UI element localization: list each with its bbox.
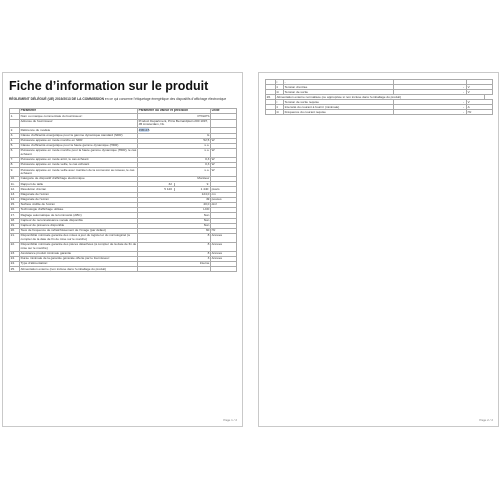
table-row [9, 218, 237, 223]
row-value: - [393, 90, 466, 94]
row-number: 15. [9, 203, 19, 207]
row-parameter: Surface visible de l’écran [19, 203, 137, 207]
row-unit: pouces [210, 198, 237, 202]
row-number [265, 90, 275, 94]
row-number: 26. [265, 95, 275, 99]
table-row [265, 109, 493, 115]
row-unit: dm² [210, 203, 237, 207]
row-unit [210, 144, 237, 148]
row-number [265, 85, 275, 89]
row-value: s.o. [204, 143, 210, 148]
row-parameter: Tension de sortie [283, 90, 393, 94]
row-number: 8. [9, 163, 19, 167]
table-row [265, 79, 493, 84]
table-row [9, 233, 237, 242]
row-unit: W [210, 168, 237, 176]
row-parameter: Puissance appelée en mode veille avec maintien de la connexion au réseau, le cas échéant [19, 168, 137, 176]
row-number: 7. [9, 158, 19, 162]
row-value-2: 9 [174, 183, 209, 187]
row-unit: W [210, 163, 237, 167]
row-unit: cm [210, 193, 237, 197]
row-unit: Hz [466, 110, 493, 114]
row-parameter: Nom ou marque commerciale du fournisseur: [19, 114, 137, 118]
row-number [265, 80, 275, 84]
row-value: - [393, 85, 466, 89]
row-unit: V [466, 90, 493, 94]
row-unit: Années [210, 234, 237, 242]
row-value: PHILIPS [197, 114, 210, 118]
table-row [9, 251, 237, 256]
row-subnumber: iii [275, 90, 283, 94]
row-value: 52,5 [203, 138, 210, 143]
table-row [9, 119, 237, 128]
row-value-cell [137, 139, 210, 143]
row-value: 8 [207, 242, 210, 247]
row-unit [210, 177, 237, 181]
page-title: Fiche d’information sur le produit [9, 79, 209, 93]
row-value [139, 268, 210, 272]
row-parameter: Alimentation externe (non incluse dans l’emballage du produit) [19, 267, 137, 271]
table-row [9, 186, 237, 191]
row-parameter: Référence du modèle [19, 128, 137, 132]
page-number: Page 1 / 2 [223, 418, 237, 422]
table-row [9, 228, 237, 233]
row-number: 12. [9, 187, 19, 191]
row-number [9, 120, 19, 128]
row-value: Interne [199, 262, 210, 266]
row-value: - [393, 105, 466, 109]
table-row [9, 148, 237, 157]
row-parameter: Diagonale de l’écran [19, 193, 137, 197]
row-value-cell [137, 193, 210, 197]
row-number: 5. [9, 144, 19, 148]
row-subnumber: iii [275, 110, 283, 114]
table-row [9, 167, 237, 176]
row-unit: W [210, 158, 237, 162]
row-value-cell [137, 213, 210, 217]
row-number: 24. [9, 257, 19, 261]
row-value-cell [137, 229, 210, 233]
row-unit: Années [210, 243, 237, 251]
row-parameter: Durée minimale de la garantie générale offerte par le fournisseur: [19, 257, 137, 261]
row-parameter: - [283, 80, 393, 84]
row-value: 40,0 [203, 202, 210, 207]
row-parameter: Puissance appelée en mode arrêt, le cas échéant [19, 158, 137, 162]
table-row [9, 176, 237, 181]
row-unit: A [466, 105, 493, 109]
row-value: Non [203, 218, 210, 222]
row-parameter: Taux de fréquence de rafraîchissement de l’image (par défaut) [19, 229, 137, 233]
row-value-cell [137, 187, 210, 191]
regulation-rest: en ce qui concerne l’étiquetage énergétique des dispositifs d’affichage électronique [103, 97, 227, 101]
row-value-1: 32 [168, 182, 172, 186]
row-unit [210, 224, 237, 228]
row-unit: W [210, 149, 237, 157]
product-info-table-continued [265, 79, 493, 115]
row-unit [210, 267, 237, 271]
regulation-bold: RÈGLEMENT DÉLÉGUÉ (UE) 2019/2013 DE LA COMMISSION [9, 97, 104, 101]
row-value: s.o. [204, 149, 210, 153]
row-parameter: Capteur de reconnaissance vocale disponible [19, 219, 137, 223]
row-number: 9. [9, 168, 19, 176]
regulation-text [9, 97, 237, 101]
row-value: 8 [207, 234, 210, 238]
row-number: 6. [9, 149, 19, 157]
row-value-cell [137, 234, 210, 242]
row-number [265, 110, 275, 114]
table-row [9, 138, 237, 143]
row-parameter: Capteur de présence disponible [19, 224, 137, 228]
row-value: - [393, 100, 466, 104]
row-value-cell [137, 219, 210, 223]
row-value-cell [137, 120, 210, 128]
table-row [9, 181, 237, 186]
table-row [9, 143, 237, 148]
page-number: Page 2 / 2 [479, 418, 493, 422]
row-value-2: 1 440 [174, 188, 209, 192]
row-parameter: Assistance produit minimale garantie [19, 252, 137, 256]
row-unit [210, 208, 237, 212]
table-row [265, 99, 493, 104]
row-parameter: Adresse du fournisseur: [19, 120, 137, 128]
model-reference-highlight: 45B1F5 [138, 128, 150, 132]
row-value-cell [137, 203, 210, 207]
table-row [265, 84, 493, 89]
row-unit [210, 262, 237, 266]
row-parameter: Puissance appelée en mode marche en SDR [19, 139, 137, 143]
table-row [9, 261, 237, 266]
row-parameter: Type d’alimentation: [19, 262, 137, 266]
row-value: - [393, 110, 466, 114]
row-value-cell [137, 144, 210, 148]
row-parameter: Disponibilité minimale garantie des mises à jour du logiciel et du micrologiciel (à compter de la date de fin de mise sur le marché) [19, 234, 137, 242]
table-row [265, 94, 493, 99]
row-unit: Hz [210, 229, 237, 233]
row-number: 19. [9, 224, 19, 228]
table-row [9, 207, 237, 212]
row-number: 2. [9, 128, 19, 132]
row-value-cell [137, 243, 210, 251]
row-parameter: Diagonale de l’écran [19, 198, 137, 202]
row-unit: Années [210, 252, 237, 256]
row-value: Non [203, 213, 210, 217]
row-value-cell [137, 158, 210, 162]
row-value-cell [137, 182, 210, 186]
row-number: 21. [9, 234, 19, 242]
row-value: 124,0 [201, 192, 210, 196]
table-row [9, 212, 237, 217]
row-number: 3. [9, 134, 19, 138]
row-parameter: Fréquence du courant requise [283, 110, 393, 114]
row-value: Product Department, Prins Bernardplein 200 1097, JB Amsterdam, NL [138, 119, 209, 127]
row-parameter: Alimentation externe normalisée (ou appropriée si non incluse dans l’emballage du produit) [275, 95, 485, 99]
row-value [139, 129, 210, 133]
table-row [9, 127, 237, 132]
row-value: 3 [207, 256, 210, 261]
row-parameter: Rapport de taille [19, 182, 137, 186]
product-info-table [9, 108, 237, 272]
row-unit [210, 134, 237, 138]
row-parameter: Disponibilité minimale garantie des pièces détachées (à compter de la date de fin de mise sur le marché) [20, 242, 137, 250]
row-value-cell [137, 257, 210, 261]
row-value-cell [137, 267, 210, 271]
row-number: 11. [9, 182, 19, 186]
row-number: 4. [9, 139, 19, 143]
row-number: 13. [9, 193, 19, 197]
row-subnumber: i [275, 100, 283, 104]
row-number: 1. [9, 114, 19, 118]
row-parameter: Classe d’efficacité énergétique pour la gamme dynamique standard (SDR) [19, 134, 137, 138]
table-row [265, 89, 493, 94]
row-number: 25. [9, 267, 19, 271]
row-unit: W [210, 139, 237, 143]
row-value: 60 [205, 228, 210, 233]
row-parameter: Catégorie de dispositif d’affichage électronique [19, 177, 137, 181]
row-value-1: 5 120 [164, 187, 172, 191]
row-value-cell [137, 208, 210, 212]
row-unit: Années [210, 257, 237, 261]
row-unit [210, 182, 237, 186]
table-row [9, 162, 237, 167]
row-parameter: Tension de sortie requise [283, 100, 393, 104]
row-value: 0,3 [205, 157, 210, 162]
row-parameter: Classe d’efficacité énergétique pour la haute gamme dynamique (HDR) [19, 144, 137, 148]
table-row [9, 133, 237, 138]
row-unit: V [466, 85, 493, 89]
table-header-row [9, 108, 237, 113]
table-row [9, 192, 237, 197]
row-number: 10. [9, 177, 19, 181]
header-value: Paramètre ou valeur et précision [138, 109, 189, 113]
row-number: 23. [9, 252, 19, 256]
row-parameter: Intensité du courant à fournir (minimale) [283, 105, 393, 109]
table-row [9, 242, 237, 251]
table-row [265, 104, 493, 109]
row-unit [210, 219, 237, 223]
row-value: LCD [203, 208, 210, 212]
row-unit [466, 80, 493, 84]
row-parameter: Résolution d’écran [19, 187, 137, 191]
row-number: 17. [9, 213, 19, 217]
row-value-cell [137, 252, 210, 256]
header-parameter: Paramètre [19, 109, 137, 113]
row-value-cell [137, 149, 210, 157]
row-value-cell [137, 163, 210, 167]
row-value: Non [203, 223, 210, 228]
row-value-cell [137, 168, 210, 176]
row-value [393, 80, 466, 84]
table-row [9, 197, 237, 202]
table-row [9, 256, 237, 261]
table-row [9, 223, 237, 228]
row-value: Moniteur [197, 177, 210, 181]
row-parameter: Tension d’entrée [283, 85, 393, 89]
page-1 [2, 72, 243, 427]
row-value-cell [137, 198, 210, 202]
row-value: 8 [207, 251, 210, 255]
row-unit [210, 128, 237, 132]
row-parameter: Puissance appelée en mode marche pour la haute gamme dynamique (HDR), le cas échéant [20, 149, 137, 156]
row-unit: V [466, 100, 493, 104]
row-number: 24. [9, 262, 19, 266]
row-unit [210, 213, 237, 217]
header-unit: Unité [210, 109, 237, 113]
row-number: 14. [9, 198, 19, 202]
row-value-cell [137, 114, 210, 118]
row-number [265, 100, 275, 104]
row-number: 22. [9, 243, 19, 251]
row-subnumber: ii [275, 105, 283, 109]
table-row [9, 266, 237, 272]
row-value: 0,3 [205, 163, 210, 167]
row-number: 20. [9, 229, 19, 233]
row-number: 16. [9, 208, 19, 212]
page-2 [258, 72, 499, 427]
table-row [9, 157, 237, 162]
row-value-cell [137, 128, 210, 132]
row-parameter: Puissance appelée en mode veille, le cas échéant [19, 163, 137, 167]
row-parameter: Technologie d’affichage utilisée [19, 208, 137, 212]
row-subnumber: i [275, 80, 283, 84]
row-value-cell [137, 134, 210, 138]
row-subnumber: ii [275, 85, 283, 89]
row-unit [210, 114, 237, 118]
table-row [9, 202, 237, 207]
row-value-cell [137, 224, 210, 228]
row-value-cell [137, 177, 210, 181]
row-value: G [206, 133, 210, 137]
row-parameter: Réglage automatique de la luminosité (ABC) [19, 213, 137, 217]
row-number [265, 105, 275, 109]
row-number: 18. [9, 219, 19, 223]
row-value: s.o. [204, 168, 210, 172]
row-unit: pixels [210, 187, 237, 191]
row-value-cell [137, 262, 210, 266]
row-unit [210, 120, 237, 128]
table-row [9, 113, 237, 118]
row-value: 49 [205, 197, 210, 202]
